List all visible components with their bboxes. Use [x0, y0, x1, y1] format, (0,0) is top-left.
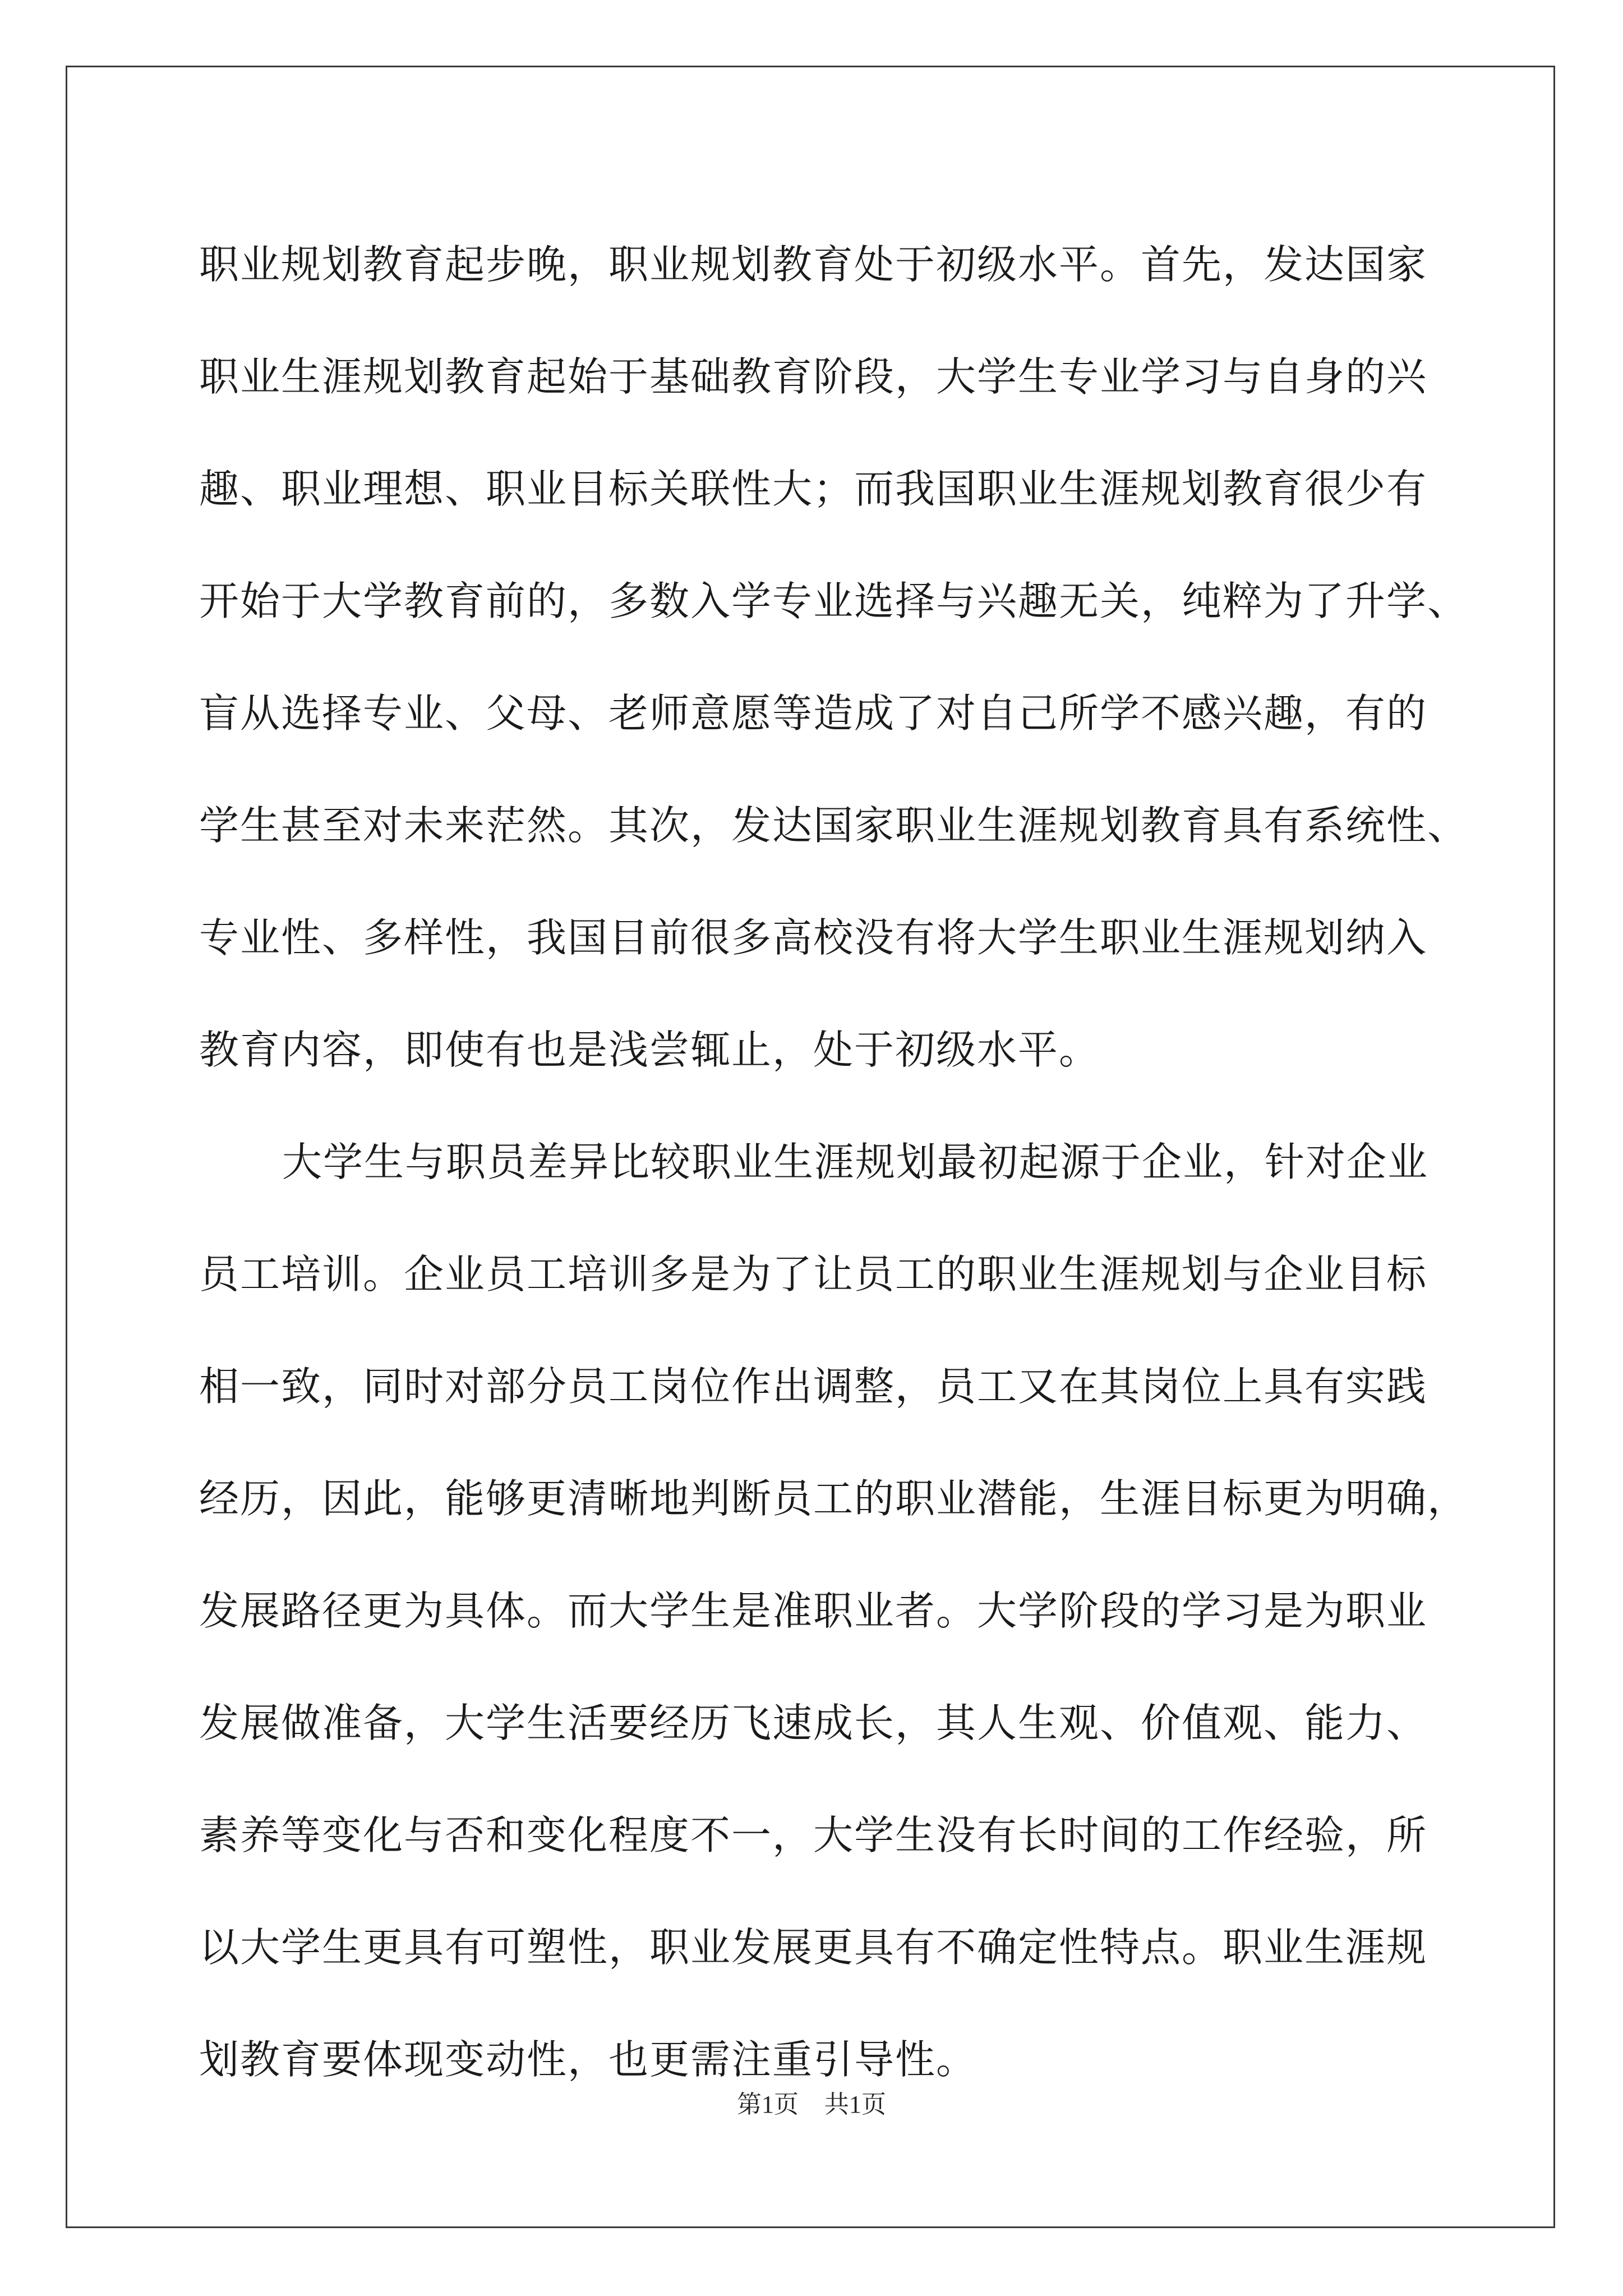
text-line: 大学生与职员差异比较职业生涯规划最初起源于企业，针对企业	[282, 1139, 1429, 1185]
document-body	[199, 209, 1469, 2116]
text-line: 趣、职业理想、职业目标关联性大；而我国职业生涯规划教育很少有	[199, 466, 1428, 512]
text-line: 盲从选择专业、父母、老师意愿等造成了对自己所学不感兴趣，有的	[199, 690, 1428, 737]
text-line: 发展路径更为具体。而大学生是准职业者。大学阶段的学习是为职业	[199, 1588, 1428, 1634]
text-line: 开始于大学教育前的，多数入学专业选择与兴趣无关，纯粹为了升学、	[199, 578, 1469, 624]
text-line: 发展做准备，大学生活要经历飞速成长，其人生观、价值观、能力、	[199, 1700, 1428, 1746]
text-line: 学生甚至对未来茫然。其次，发达国家职业生涯规划教育具有系统性、	[199, 802, 1469, 849]
text-line: 素养等变化与否和变化程度不一，大学生没有长时间的工作经验，所	[199, 1812, 1428, 1858]
text-line: 职业规划教育起步晚，职业规划教育处于初级水平。首先，发达国家	[199, 241, 1428, 288]
text-line: 划教育要体现变动性，也更需注重引导性。	[199, 2036, 978, 2083]
text-line: 职业生涯规划教育起始于基础教育阶段，大学生专业学习与自身的兴	[199, 353, 1428, 400]
page-number: 第1页	[737, 2091, 799, 2118]
text-line: 员工培训。企业员工培训多是为了让员工的职业生涯规划与企业目标	[199, 1251, 1428, 1297]
text-line: 以大学生更具有可塑性，职业发展更具有不确定性特点。职业生涯规	[199, 1924, 1428, 1971]
text-line: 专业性、多样性，我国目前很多高校没有将大学生职业生涯规划纳入	[199, 914, 1428, 961]
paragraph-2	[199, 1106, 1469, 2116]
page-footer	[0, 2084, 1623, 2120]
paragraph-1	[199, 209, 1469, 1106]
text-line: 教育内容，即使有也是浅尝辄止，处于初级水平。	[199, 1027, 1100, 1073]
text-line: 相一致，同时对部分员工岗位作出调整，员工又在其岗位上具有实践	[199, 1363, 1428, 1410]
text-line: 经历，因此，能够更清晰地判断员工的职业潜能，生涯目标更为明确，	[199, 1475, 1469, 1522]
page-total: 共1页	[824, 2091, 886, 2118]
